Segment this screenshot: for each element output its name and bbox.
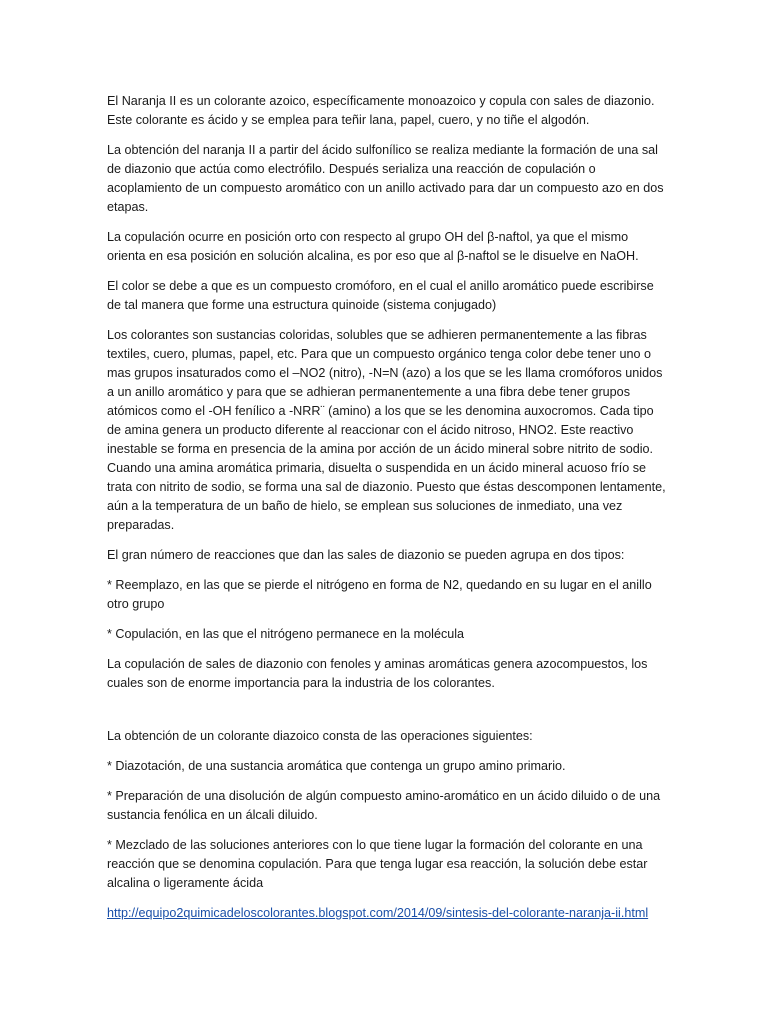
list-item-copulacion: * Copulación, en las que el nitrógeno permanece en la molécula bbox=[107, 627, 465, 641]
source-link[interactable]: http://equipo2quimicadeloscolorantes.blogspot.com/2014/09/sintesis-del-colorante-naranja-ii.html bbox=[107, 906, 649, 920]
list-item-preparacion: * Preparación de una disolución de algún compuesto amino-aromático en un ácido diluido o de una sustancia fenólica en un álcali diluido. bbox=[107, 789, 661, 822]
paragraph-operaciones: La obtención de un colorante diazoico consta de las operaciones siguientes: bbox=[107, 729, 533, 743]
paragraph-reacciones-tipos: El gran número de reacciones que dan las sales de diazonio se pueden agrupa en dos tipos: bbox=[107, 548, 625, 562]
list-item-mezclado: * Mezclado de las soluciones anteriores con lo que tiene lugar la formación del colorante en una reacción que se denomina copulación. Para que tenga lugar esa reacción, la solución debe estar alcalina o ligeramente ácida bbox=[107, 838, 648, 890]
list-item-diazotacion: * Diazotación, de una sustancia aromática que contenga un grupo amino primario. bbox=[107, 759, 566, 773]
paragraph-copulacion-orto: La copulación ocurre en posición orto con respecto al grupo OH del β-naftol, ya que el mismo orienta en esa posición en solución alcalina, es por eso que al β-naftol se le disuelve en NaOH. bbox=[107, 230, 639, 263]
paragraph-naranja-intro: El Naranja II es un colorante azoico, específicamente monoazoico y copula con sales de diazonio. Este colorante es ácido y se emplea para teñir lana, papel, cuero, y no tiñe el algodón. bbox=[107, 94, 655, 127]
blank-line bbox=[107, 704, 668, 727]
paragraph-colorantes: Los colorantes son sustancias coloridas, solubles que se adhieren permanentemente a las fibras textiles, cuero, plumas, papel, etc. Para que un compuesto orgánico tenga color debe tener uno o mas grupos insaturados como el –NO2 (nitro), -N=N (azo) a los que se les llama cromóforos unidos a un anillo aromático y para que se adhieran permanentemente a una fibra debe tener grupos atómicos como el -OH fenílico a -NRR¨ (amino) a los que se les denomina auxocromos. Cada tipo de amina genera un producto diferente al reaccionar con el ácido nitroso, HNO2. Este reactivo inestable se forma en presencia de la amina por acción de un ácido mineral sobre nitrito de sodio. Cuando una amina aromática primaria, disuelta o suspendida en un ácido mineral acuoso frío se trata con nitrito de sodio, se forma una sal de diazonio. Puesto que éstas descomponen lentamente, aún a la temperatura de un baño de hielo, se emplean sus soluciones de inmediato, una vez preparadas. bbox=[107, 328, 666, 532]
source-link-paragraph bbox=[107, 904, 668, 923]
list-item-reemplazo: * Reemplazo, en las que se pierde el nitrógeno en forma de N2, quedando en su lugar en el anillo otro grupo bbox=[107, 578, 652, 611]
paragraph-color-cromoforo: El color se debe a que es un compuesto cromóforo, en el cual el anillo aromático puede escribirse de tal manera que forme una estructura quinoide (sistema conjugado) bbox=[107, 279, 654, 312]
paragraph-azocompuestos: La copulación de sales de diazonio con fenoles y aminas aromáticas genera azocompuestos, los cuales son de enorme importancia para la industria de los colorantes. bbox=[107, 657, 648, 690]
paragraph-obtencion: La obtención del naranja II a partir del ácido sulfonílico se realiza mediante la formación de una sal de diazonio que actúa como electrófilo. Después serializa una reacción de copulación o acoplamiento de un compuesto aromático con un anillo activado para dar un compuesto azo en dos etapas. bbox=[107, 143, 664, 214]
